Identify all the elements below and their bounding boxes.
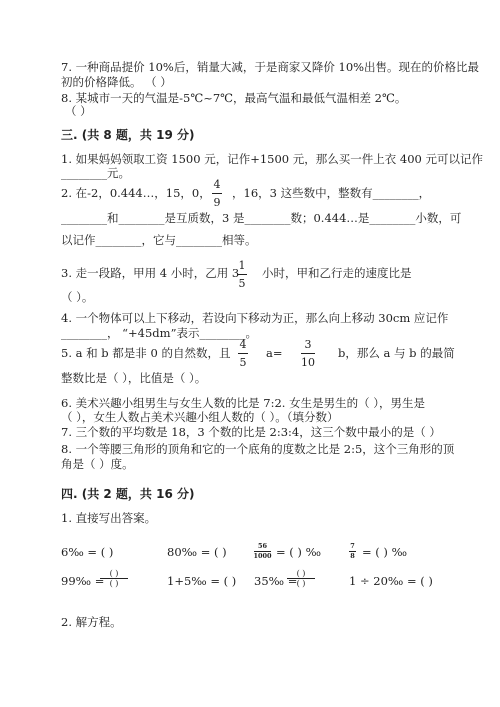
s3-question-7: 7. 三个数的平均数是 18，3 个数的比是 2:3:4，这三个数中最小的是（ ） bbox=[61, 425, 441, 439]
fraction-numerator: 3 bbox=[304, 338, 312, 351]
fraction-denominator: 5 bbox=[238, 277, 246, 290]
exercise-7-8-answer: = ( ) ‰ bbox=[362, 545, 408, 559]
fraction-denominator: 9 bbox=[213, 196, 221, 209]
fraction-numerator: 7 bbox=[350, 542, 355, 550]
section-3-heading: 三. (共 8 题，共 19 分) bbox=[61, 128, 195, 142]
fraction-bar bbox=[237, 274, 247, 275]
fraction-numerator: ( ) bbox=[109, 569, 119, 578]
fraction-blank-1 bbox=[100, 569, 128, 588]
fraction-bar bbox=[212, 193, 222, 194]
s3-question-5-part-a: 5. a 和 b 都是非 0 的自然数，且 bbox=[61, 346, 231, 360]
fraction-1-5 bbox=[237, 259, 247, 290]
s3-question-2-line-2: ________和________是互质数，3 是________数；0.444…是________小数，可 bbox=[61, 211, 462, 225]
s3-question-2-line-3: 以记作________，它与________相等。 bbox=[61, 233, 257, 247]
question-7-line-1: 7. 一种商品提价 10%后，销量大减，于是商家又降价 10%出售。现在的价格比最 bbox=[61, 60, 480, 74]
s3-question-3-line-2: （ ）。 bbox=[61, 290, 94, 304]
section-4-heading: 四. (共 2 题，共 16 分) bbox=[61, 487, 195, 501]
s3-question-3-part-a: 3. 走一段路，甲用 4 小时，乙用 3 bbox=[61, 266, 240, 280]
fraction-denominator: ( ) bbox=[296, 579, 306, 588]
s3-question-2-part-a: 2. 在-2，0.444…，15，0， bbox=[61, 186, 211, 200]
s3-question-4-line-2: ________， “+45dm”表示________。 bbox=[61, 326, 257, 340]
exercise-35-permille: 35‰ = bbox=[254, 574, 298, 588]
s3-question-5-line-2: 整数比是（ ），比值是（ ）。 bbox=[61, 371, 207, 385]
fraction-denominator: 8 bbox=[350, 552, 355, 560]
s3-question-2-part-b: ，16，3 这些数中，整数有________， bbox=[232, 186, 431, 200]
s3-question-4-line-1: 4. 一个物体可以上下移动，若设向下移动为正，那么向上移动 30cm 应记作 bbox=[61, 311, 449, 325]
exercise-1-plus-5-permille: 1+5‰ = ( ) bbox=[167, 574, 237, 588]
s3-question-5-middle: a= bbox=[266, 346, 283, 360]
s3-question-5-part-b: b，那么 a 与 b 的最简 bbox=[338, 346, 455, 360]
fraction-4-5 bbox=[238, 338, 248, 369]
fraction-3-10 bbox=[301, 338, 315, 369]
exercise-6-permille: 6‰ = ( ) bbox=[61, 545, 114, 559]
exercise-99-permille: 99‰ = bbox=[61, 574, 105, 588]
fraction-bar bbox=[238, 353, 248, 354]
fraction-numerator: ( ) bbox=[296, 569, 306, 578]
fraction-4-9 bbox=[212, 178, 222, 209]
question-8-line-1: 8. 某城市一天的气温是-5℃~7℃，最高气温和最低气温相差 2℃。 bbox=[61, 91, 407, 105]
fraction-56-1000 bbox=[254, 543, 271, 560]
exercise-80-permille: 80‰ = ( ) bbox=[167, 545, 227, 559]
fraction-denominator: 5 bbox=[239, 356, 247, 369]
s4-question-2: 2. 解方程。 bbox=[61, 615, 122, 629]
s3-question-8-line-1: 8. 一个等腰三角形的顶角和它的一个底角的度数之比是 2:5，这个三角形的顶 bbox=[61, 442, 455, 456]
s3-question-1-line-1: 1. 如果妈妈领取工资 1500 元，记作+1500 元，那么买一件上衣 400 元可以记作 bbox=[61, 152, 484, 166]
exercise-1-div-20-permille: 1 ÷ 20‰ = ( ) bbox=[349, 574, 433, 588]
s3-question-3-part-b: 小时，甲和乙行走的速度比是 bbox=[262, 266, 412, 280]
fraction-denominator: 1000 bbox=[253, 552, 272, 560]
fraction-bar bbox=[301, 353, 315, 354]
s3-question-6-line-1: 6. 美术兴趣小组男生与女生人数的比是 7:2. 女生是男生的（ ），男生是 bbox=[61, 396, 426, 410]
fraction-numerator: 56 bbox=[257, 542, 268, 550]
fraction-7-8 bbox=[349, 543, 356, 560]
s3-question-8-line-2: 角是（ ）度。 bbox=[61, 457, 134, 471]
exercise-56-1000-answer: = ( ) ‰ bbox=[276, 545, 322, 559]
s3-question-1-line-2: ________元。 bbox=[61, 166, 130, 180]
s4-question-1: 1. 直接写出答案。 bbox=[61, 511, 157, 525]
question-8-line-2: （ ） bbox=[65, 104, 92, 118]
question-7-line-2: 初的价格降低。 （ ） bbox=[61, 75, 172, 89]
fraction-numerator: 4 bbox=[239, 338, 247, 351]
fraction-blank-2 bbox=[287, 569, 315, 588]
fraction-denominator: ( ) bbox=[109, 579, 119, 588]
fraction-numerator: 1 bbox=[238, 259, 246, 272]
fraction-numerator: 4 bbox=[213, 178, 221, 191]
fraction-denominator: 10 bbox=[301, 356, 315, 369]
s3-question-6-line-2: （ ），女生人数占美术兴趣小组人数的（ ）。（填分数） bbox=[61, 410, 339, 424]
